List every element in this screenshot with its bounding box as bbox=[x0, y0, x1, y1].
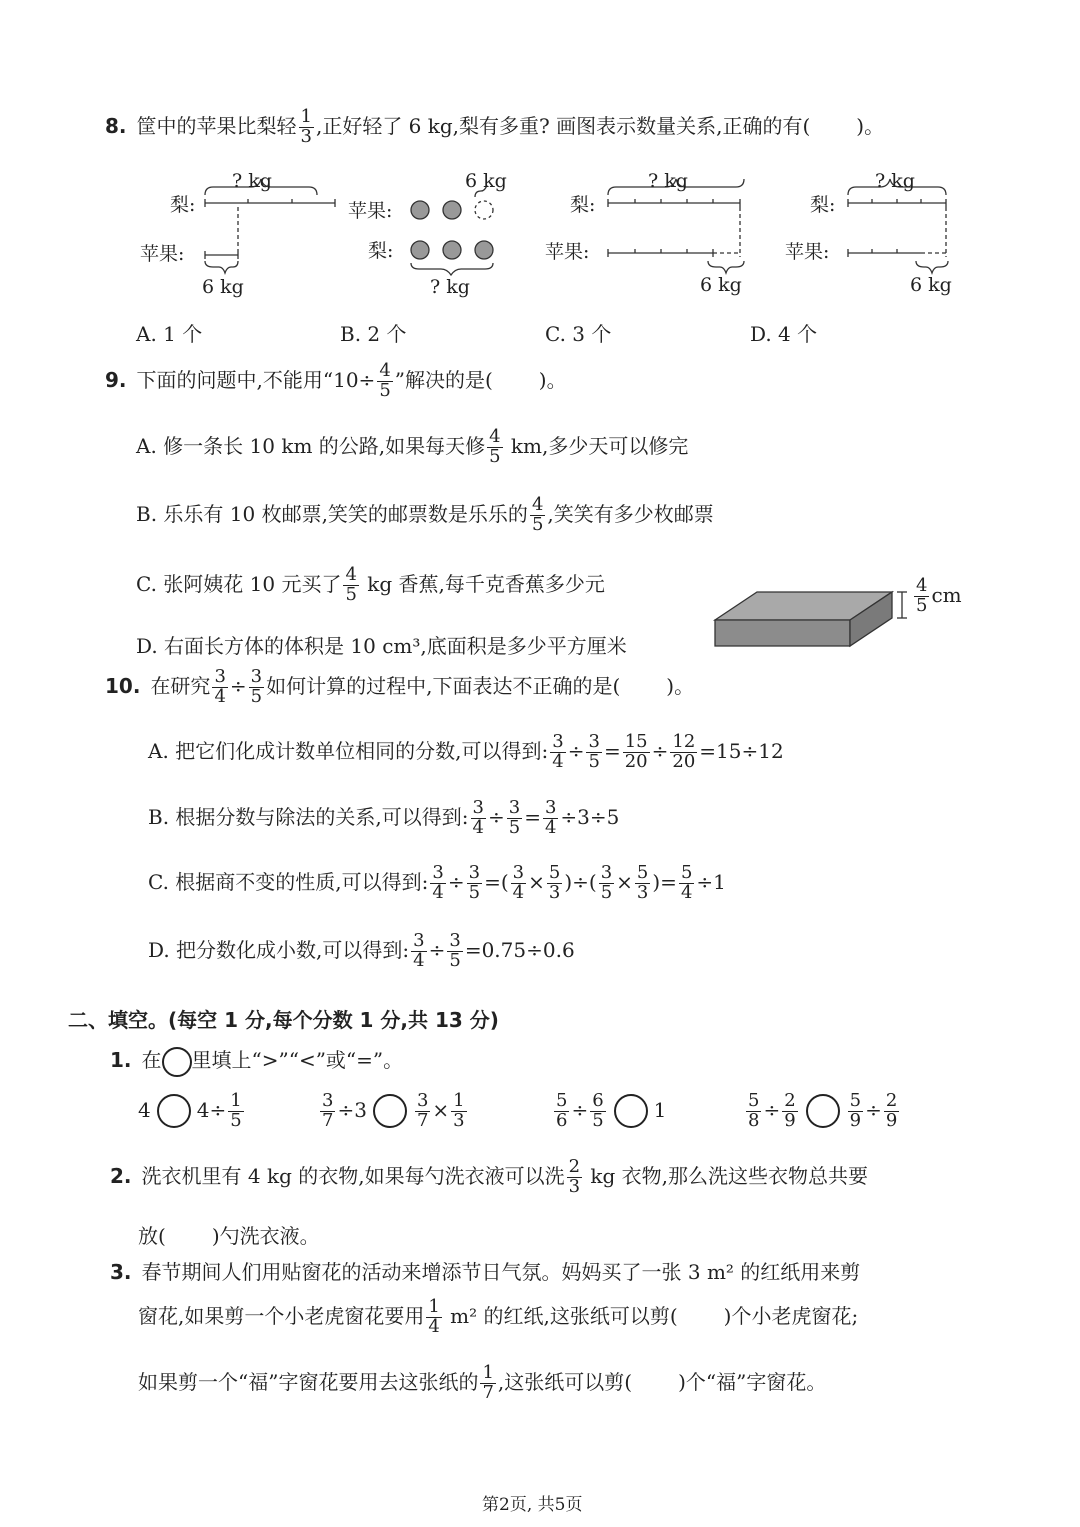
q8-number: 8. bbox=[105, 113, 127, 138]
q9-option-b[interactable]: B. 乐乐有 10 枚邮票,笑笑的邮票数是乐乐的 $\frac{4}{5}$ ,笑笑有多少枚邮票 bbox=[136, 494, 714, 535]
s2-q1-expr4: $\frac{5}{8}$ ÷ $\frac{2}{9}$ $\frac{5}{9}$ ÷ $\frac{2}{9}$ bbox=[748, 1090, 898, 1131]
q9-option-c[interactable]: C. 张阿姨花 10 元买了 $\frac{4}{5}$ kg 香蕉,每千克香蕉多少元 bbox=[136, 564, 605, 605]
q8-diagC-6kg: 6 kg bbox=[700, 274, 742, 296]
q8-option-c[interactable]: C. 3 个 bbox=[545, 322, 612, 346]
page-footer: 第2页, 共5页 bbox=[482, 1495, 583, 1515]
q8-diagB-qkg: ? kg bbox=[430, 276, 470, 298]
q10-stem: 10. 在研究 $\frac{3}{4}$ ÷ $\frac{3}{5}$ 如何计算的过程中,下面表达不正确的是( )。 bbox=[105, 666, 695, 707]
compare-circle[interactable] bbox=[157, 1094, 191, 1128]
q8-diagA-qkg: ? kg bbox=[232, 170, 272, 192]
compare-circle[interactable] bbox=[614, 1094, 648, 1128]
s2-q3-line3: 如果剪一个“福”字窗花要用去这张纸的 $\frac{1}{7}$ ,这张纸可以剪( )个“福”字窗花。 bbox=[138, 1362, 827, 1403]
q8-diagC-pear: 梨: bbox=[570, 194, 596, 216]
q10-option-c[interactable]: C. 根据商不变的性质,可以得到: $\frac{3}{4}$ ÷ $\frac{3}{5}$ =( $\frac{3}{4}$ × $\frac{5}{3}$ )÷( $\frac{3}{5}$ × $\frac{5}{3}$ )= $\frac{5}{4}$ ÷1 bbox=[148, 862, 726, 903]
fraction: $\frac{4}{5}$ bbox=[916, 575, 928, 616]
s2-q2-line2: 放( )勺洗衣液。 bbox=[138, 1224, 320, 1248]
q10-option-a[interactable]: A. 把它们化成计数单位相同的分数,可以得到: $\frac{3}{4}$ ÷ $\frac{3}{5}$ = $\frac{15}{20}$ ÷ $\frac{12}{20}$ =15÷12 bbox=[148, 731, 784, 772]
q8-diagB-pear: 梨: bbox=[368, 240, 394, 262]
fraction: $\frac{4}{5}$ bbox=[345, 564, 357, 605]
q9-option-a[interactable]: A. 修一条长 10 km 的公路,如果每天修 $\frac{4}{5}$ km,多少天可以修完 bbox=[136, 426, 689, 467]
compare-circle[interactable] bbox=[373, 1094, 407, 1128]
q8-diagB-apple: 苹果: bbox=[348, 200, 393, 222]
fraction: $\frac{1}{3}$ bbox=[300, 106, 312, 147]
circle-icon bbox=[162, 1047, 192, 1077]
q10-option-b[interactable]: B. 根据分数与除法的关系,可以得到: $\frac{3}{4}$ ÷ $\frac{3}{5}$ = $\frac{3}{4}$ ÷3÷5 bbox=[148, 797, 620, 838]
s2-q1-expr1: 4 4÷ $\frac{1}{5}$ bbox=[138, 1090, 242, 1131]
fraction: $\frac{4}{5}$ bbox=[379, 360, 391, 401]
q8-diagB-6kg: 6 kg bbox=[465, 170, 507, 192]
q9-stem: 9. 下面的问题中,不能用“10÷ $\frac{4}{5}$ ”解决的是( )。 bbox=[105, 360, 567, 401]
q8-diagD-pear: 梨: bbox=[810, 194, 836, 216]
s2-q3-line2: 窗花,如果剪一个小老虎窗花要用 $\frac{1}{4}$ m² 的红纸,这张纸可以剪( )个小老虎窗花; bbox=[138, 1296, 859, 1337]
q8-diagA-pear: 梨: bbox=[170, 194, 196, 216]
q8-diagA-apple: 苹果: bbox=[140, 243, 185, 265]
q8-diagD-6kg: 6 kg bbox=[910, 274, 952, 296]
s2-q1-expr2: $\frac{3}{7}$ ÷3 $\frac{3}{7}$ × $\frac{1}{3}$ bbox=[322, 1090, 465, 1131]
compare-circle[interactable] bbox=[806, 1094, 840, 1128]
q10-number: 10. bbox=[105, 673, 141, 698]
q8-diagD-qkg: ? kg bbox=[875, 170, 915, 192]
q8-diagD-apple: 苹果: bbox=[785, 241, 830, 263]
q8-option-d[interactable]: D. 4 个 bbox=[750, 322, 818, 346]
q8-stem: 8. 筐中的苹果比梨轻 $\frac{1}{3}$ ,正好轻了 6 kg,梨有多重? 画图表示数量关系,正确的有( )。 bbox=[105, 106, 885, 147]
fraction: $\frac{4}{5}$ bbox=[489, 426, 501, 467]
q8-diagC-apple: 苹果: bbox=[545, 241, 590, 263]
q9-number: 9. bbox=[105, 367, 127, 392]
q8-option-a[interactable]: A. 1 个 bbox=[136, 322, 203, 346]
q8-diagA-6kg: 6 kg bbox=[202, 276, 244, 298]
s2-q1-stem: 1. 在 里填上“>”“<”或“=”。 bbox=[110, 1044, 403, 1077]
q10-option-d[interactable]: D. 把分数化成小数,可以得到: $\frac{3}{4}$ ÷ $\frac{3}{5}$ =0.75÷0.6 bbox=[148, 930, 575, 971]
q8-diagC-qkg: ? kg bbox=[648, 170, 688, 192]
section2-title: 二、填空。(每空 1 分,每个分数 1 分,共 13 分) bbox=[68, 1008, 499, 1032]
s2-q2-line1: 2. 洗衣机里有 4 kg 的衣物,如果每勺洗衣液可以洗 $\frac{2}{3}$ kg 衣物,那么洗这些衣物总共要 bbox=[110, 1156, 869, 1197]
fraction: $\frac{4}{5}$ bbox=[531, 494, 544, 535]
s2-q3-line1: 3. 春节期间人们用贴窗花的活动来增添节日气氛。妈妈买了一张 3 m² 的红纸用来剪 bbox=[110, 1260, 861, 1284]
cuboid-height-label: $\frac{4}{5}$ cm bbox=[916, 575, 962, 616]
s2-q1-expr3: $\frac{5}{6}$ ÷ $\frac{6}{5}$ 1 bbox=[556, 1090, 667, 1131]
q8-diagrams bbox=[130, 165, 970, 305]
q8-option-b[interactable]: B. 2 个 bbox=[340, 322, 407, 346]
q9-option-d[interactable]: D. 右面长方体的体积是 10 cm³,底面积是多少平方厘米 bbox=[136, 634, 627, 658]
